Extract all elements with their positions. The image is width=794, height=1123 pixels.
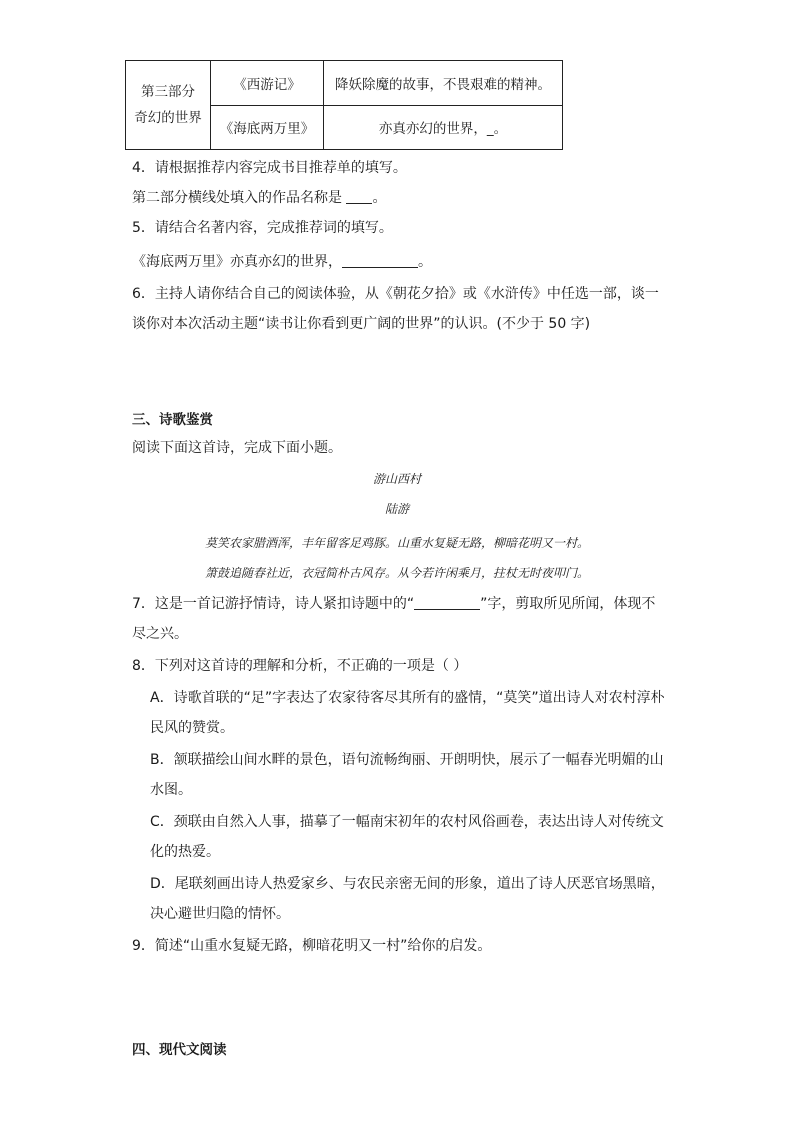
option-d-line1[interactable]: D．尾联刻画出诗人热爱家乡、与农民亲密无间的形象，道出了诗人厌恶官场黑暗，	[150, 876, 665, 892]
option-c-line2: 化的热爱。	[150, 844, 220, 860]
part-label-line1: 第三部分	[141, 84, 195, 100]
question-4-sub-text: 第二部分横线处填入的作品名称是	[132, 190, 342, 206]
part-label-line2: 奇幻的世界	[134, 110, 202, 126]
question-5: 5．请结合名著内容，完成推荐词的填写。	[132, 220, 393, 236]
answer-blank[interactable]	[414, 595, 480, 610]
book-recommendation-table	[125, 60, 563, 150]
option-a-line2: 民风的赞赏。	[150, 720, 234, 736]
question-6-line2: 谈你对本次活动主题“读书让你看到更广阔的世界”的认识。(不少于 50 字)	[132, 316, 591, 332]
table-row	[126, 61, 563, 106]
poem-line: 莫笑农家腊酒浑，丰年留客足鸡豚。山重水复疑无路，柳暗花明又一村。	[204, 536, 589, 550]
question-5-sub	[132, 252, 432, 272]
question-4-sub	[132, 188, 386, 208]
question-7-line2: 尽之兴。	[132, 626, 188, 642]
part-cell	[126, 61, 211, 150]
option-a-line1[interactable]: A．诗歌首联的“足”字表达了农家待客尽其所有的盛情，“莫笑”道出诗人对农村淳朴	[150, 690, 665, 706]
answer-blank[interactable]	[342, 253, 418, 268]
poem-author: 陆游	[384, 502, 409, 516]
question-7-end: ”字，剪取所见所闻，体现不	[480, 596, 656, 612]
question-4: 4．请根据推荐内容完成书目推荐单的填写。	[132, 160, 407, 176]
option-d-line2: 决心避世归隐的情怀。	[150, 906, 290, 922]
desc-cell: 降妖除魔的故事，不畏艰难的精神。	[324, 61, 563, 106]
answer-blank[interactable]	[346, 189, 372, 204]
section-4-heading: 四、现代文阅读	[132, 1042, 227, 1058]
option-b-line1[interactable]: B．颔联描绘山间水畔的景色，语句流畅绚丽、开朗明快，展示了一幅春光明媚的山	[150, 752, 664, 768]
question-7-line1	[132, 594, 655, 614]
question-9: 9．简述“山重水复疑无路，柳暗花明又一村”给你的启发。	[132, 938, 492, 954]
question-7-start: 7．这是一首记游抒情诗，诗人紧扣诗题中的“	[132, 596, 415, 612]
question-5-sub-end: 。	[418, 254, 432, 270]
question-5-sub-text: 《海底两万里》亦真亦幻的世界，	[132, 254, 342, 270]
desc-cell: 亦真亦幻的世界，_。	[324, 105, 563, 150]
book-cell: 《海底两万里》	[211, 105, 324, 150]
book-cell: 《西游记》	[211, 61, 324, 106]
poem-line: 箫鼓追随春社近，衣冠简朴古风存。从今若许闲乘月，拄杖无时夜叩门。	[204, 566, 589, 580]
section-3-heading: 三、诗歌鉴赏	[132, 412, 213, 428]
question-8: 8．下列对这首诗的理解和分析，不正确的一项是（ ）	[132, 658, 468, 674]
poem-title: 游山西村	[372, 472, 421, 486]
section-3-intro: 阅读下面这首诗，完成下面小题。	[132, 440, 342, 456]
question-6-line1: 6．主持人请你结合自己的阅读体验，从《朝花夕拾》或《水浒传》中任选一部，谈一	[132, 286, 659, 302]
option-c-line1[interactable]: C．颈联由自然入人事，描摹了一幅南宋初年的农村风俗画卷，表达出诗人对传统文	[150, 814, 664, 830]
option-b-line2: 水图。	[150, 782, 192, 798]
question-4-sub-end: 。	[372, 190, 387, 206]
